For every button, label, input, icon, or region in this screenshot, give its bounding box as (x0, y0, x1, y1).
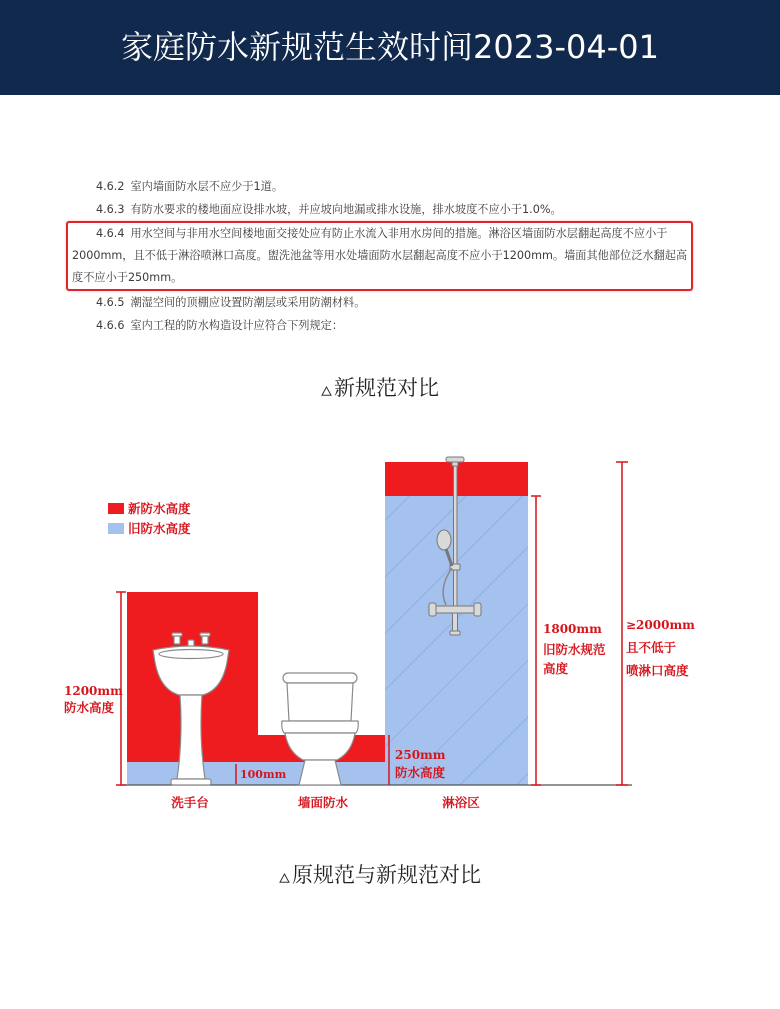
wall-height-value: 250mm (395, 748, 446, 762)
clause-number: 4.6.6 (96, 318, 125, 332)
section-heading-new-comparison (0, 375, 760, 401)
sink-rim (159, 650, 223, 659)
clause-number: 4.6.3 (96, 202, 125, 216)
sink-height-caption: 防水高度 (64, 700, 115, 715)
zone-label-wall: 墙面防水 (297, 795, 349, 810)
legend-label-old: 旧防水高度 (128, 521, 191, 536)
sink-tap-left (174, 636, 180, 644)
shower-mixer-bar (434, 606, 476, 613)
triangle-icon (279, 873, 290, 883)
floor-height-value: 100mm (240, 768, 287, 781)
clause-4-6-6 (96, 314, 343, 337)
zone-label-sink: 洗手台 (171, 795, 209, 810)
toilet-seat (282, 721, 359, 733)
clause-number: 4.6.5 (96, 295, 125, 309)
wall-height-caption: 防水高度 (395, 765, 446, 780)
sink-base (171, 779, 211, 785)
section-title: 原规范与新规范对比 (292, 863, 481, 887)
section-heading-old-vs-new (0, 862, 760, 888)
shower-riser-pipe (454, 466, 458, 607)
highlighted-clause-line: 2000mm，且不低于淋浴喷淋口高度。盥洗池盆等用水处墙面防水层翻起高度不应小于1200mm。墙面其他部位泛水翻起高 (72, 249, 688, 262)
shower-spout-cap (450, 631, 460, 635)
highlighted-clause-line: 度不应小于250mm。 (72, 271, 183, 284)
shower-knob-right (474, 603, 481, 616)
shower-spout (453, 613, 458, 632)
legend-label-new: 新防水高度 (128, 501, 191, 516)
toilet-pedestal (299, 760, 341, 785)
triangle-icon (321, 386, 332, 396)
old-shower-height-caption: 旧防水规范 (543, 642, 606, 657)
clause-4-6-3 (96, 198, 562, 221)
clause-text: 室内工程的防水构造设计应符合下列规定： (130, 318, 344, 332)
sink-pedestal (177, 695, 205, 779)
clause-4-6-2 (96, 175, 283, 198)
page-title: 家庭防水新规范生效时间2023-04-01 (121, 28, 659, 66)
legend (108, 503, 124, 534)
new-shower-height-caption: 喷淋口高度 (626, 663, 689, 678)
sink-tap-right (202, 636, 208, 644)
legend-swatch-new (108, 503, 124, 514)
clause-text: 室内墙面防水层不应少于1道。 (130, 179, 284, 193)
new-shower-height-caption: 且不低于 (626, 640, 677, 655)
clause-text: 用水空间与非用水空间楼地面交接处应有防止水流入非用水房间的措施。淋浴区墙面防水层翻起高度不应小于 (130, 227, 668, 240)
zone-label-shower: 淋浴区 (442, 795, 480, 810)
shower-rain-head (446, 457, 464, 462)
waterproof-height-diagram (0, 440, 780, 820)
highlighted-clause-line (72, 223, 691, 245)
clause-4-6-5 (96, 291, 365, 314)
toilet-lid (283, 673, 357, 683)
clause-text: 有防水要求的楼地面应设排水坡，并应坡向地漏或排水设施，排水坡度不应小于1.0%。 (130, 202, 562, 216)
new-shower-height-value: ≥2000mm (626, 618, 695, 632)
toilet-tank (287, 683, 353, 721)
clause-number: 4.6.2 (96, 179, 125, 193)
clause-text: 潮湿空间的顶棚应设置防潮层或采用防潮材料。 (130, 295, 366, 309)
highlighted-clause-box (66, 221, 693, 291)
shower-knob-left (429, 603, 436, 616)
legend-swatch-old (108, 523, 124, 534)
old-shower-height-value: 1800mm (543, 622, 602, 636)
shower-connector (452, 462, 458, 466)
section-title: 新规范对比 (334, 376, 439, 400)
sink-height-value: 1200mm (64, 684, 123, 698)
hand-shower-head (437, 530, 451, 550)
old-shower-height-caption: 高度 (543, 661, 569, 676)
title-banner (0, 0, 780, 95)
clause-number: 4.6.4 (96, 227, 125, 240)
